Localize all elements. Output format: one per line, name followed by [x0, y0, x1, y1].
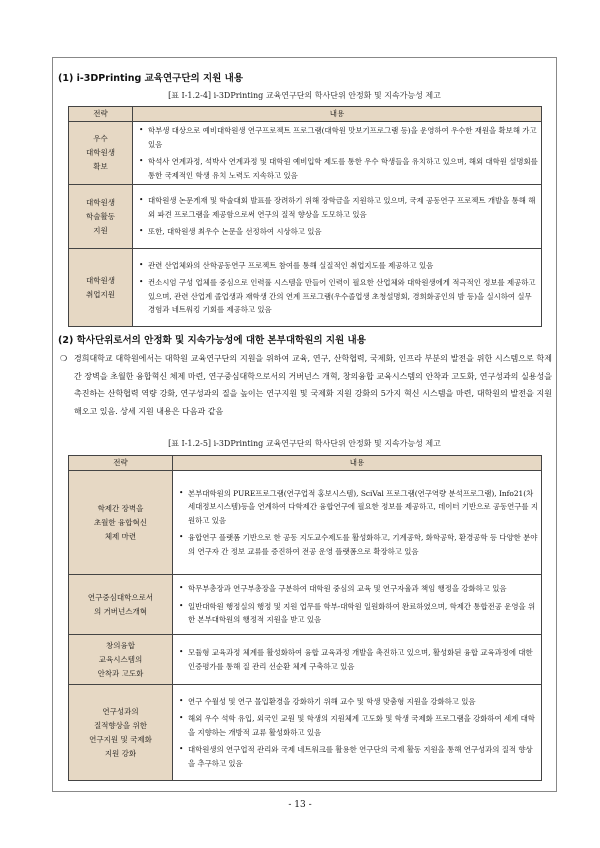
section2-paragraph-block	[62, 350, 552, 420]
section2-title: (2) 학사단위로서의 안정화 및 지속가능성에 대한 본부대학원의 지원 내용	[58, 335, 366, 346]
table1-row2-strategy: 대학원생 학술활동 지원	[69, 185, 133, 249]
list-item: • 컨소시엄 구성 업체를 중심으로 인력풀 시스템을 만들어 인력이 필요한 산업체와 대학원생에게 적극적인 정보를 제공하고 있으며, 관련 산업계 졸업생과 재학생 간의 연계 프로그램(우수졸업생 초청설명회, 경희화공인의 밤 등)을 실시하여 실무 경험과 네트워킹 기회를 제공하고 있음	[148, 274, 538, 319]
list-item: • 해외 우수 석학 유입, 외국인 교원 및 학생의 지원체계 고도화 및 학생 국제화 프로그램을 강화하여 세계 대학을 지향하는 개방적 교류 활성화하고 있음	[188, 710, 538, 741]
list-item: • 대학원생 논문게재 및 학술대회 발표를 장려하기 위해 장학금을 지원하고 있으며, 국제 공동연구 프로젝트 개발을 통해 해외 파견 프로그램을 제공함으로써 연구의 질적 향상을 도모하고 있음	[148, 192, 538, 223]
table1-header-row	[69, 107, 542, 122]
table-row	[69, 185, 542, 249]
table-row	[69, 122, 542, 185]
table2-row2-strategy: 연구중심대학으로서 의 거버넌스개혁	[69, 575, 173, 635]
table-row	[69, 471, 542, 575]
table1-header-content: 내용	[133, 107, 542, 122]
list-item: • 관련 산업체와의 산학공동연구 프로젝트 참여를 통해 실질적인 취업지도를 제공하고 있음	[148, 257, 538, 275]
table2-row1-content	[173, 471, 542, 575]
table1-row1-strategy: 우수 대학원생 확보	[69, 122, 133, 185]
list-item: • 모듈형 교육과정 체계를 활성화하여 융합 교육과정 개발을 촉진하고 있으며, 활성화된 융합 교육과정에 대한 인증평가를 통해 질 관리 선순환 체계 구축하고 있음	[188, 644, 538, 675]
list-item: • 연구 수월성 및 연구 몰입환경을 강화하기 위해 교수 및 학생 맞춤형 지원을 강화하고 있음	[188, 693, 538, 711]
list-item: • 학석사 연계과정, 석박사 연계과정 및 대학원 예비입학 제도를 통한 우수 학생들을 유치하고 있으며, 해외 대학원 설명회를 통한 국제적인 학생 유치 노력도 지속하고 있음	[148, 153, 538, 184]
page-number: - 13 -	[288, 800, 312, 810]
list-item: • 대학원생의 연구업적 관리와 국제 네트워크를 활용한 연구단의 국제 활동 지원을 통해 연구성과의 질적 향상을 추구하고 있음	[188, 741, 538, 772]
list-item: • 학무부총장과 연구부총장을 구분하여 대학원 중심의 교육 및 연구자율과 책임 행정을 강화하고 있음	[188, 580, 538, 598]
section1-title: (1) i-3DPrinting 교육연구단의 지원 내용	[58, 73, 244, 84]
hollow-bullet-icon: ❍	[60, 354, 68, 363]
table-row	[69, 635, 542, 685]
table2-row3-strategy: 창의융합 교육시스템의 안착과 고도화	[69, 635, 173, 685]
table2-header-row	[69, 456, 542, 471]
table-row	[69, 575, 542, 635]
list-item: • 본부대학원의 PURE프로그램(연구업적 홍보시스템), SciVal 프로그램(연구역량 분석프로그램), Info21(차세대정보시스템)등을 연계하여 다학제간 융합연구에 필요한 정보를 제공하고, 데이터 기반으로 공동연구를 지원하고 있음	[188, 485, 538, 530]
list-item: • 융합연구 플랫폼 기반으로 한 공동 지도교수제도를 활성화하고, 기계공학, 화학공학, 환경공학 등 다양한 분야의 연구자 간 정보 교류를 증진하여 전공 운영 플랫폼으로 확장하고 있음	[188, 529, 538, 560]
section2-paragraph: 경희대학교 대학원에서는 대학원 교육연구단의 지원을 위하여 교육, 연구, 산학협력, 국제화, 인프라 부분의 발전을 위한 시스템으로 학제 간 장벽을 초월한 융합혁신 체제 마련, 연구중심대학으로서의 거버넌스 개혁, 창의융합 교육시스템의 안착과 고도화, 연구성과의 실용성을 촉진하는 산학협력 역량 강화, 연구성과의 질을 높이는 연구지원 및 국제화 지원 강화의 5가지 혁신 시스템을 마련, 대학원의 발전을 지원해오고 있음. 상세 지원 내용은 다음과 같음	[74, 354, 552, 416]
table2-row3-content	[173, 635, 542, 685]
table2-row4-content	[173, 685, 542, 781]
table2-row4-strategy: 연구성과의 질적향상을 위한 연구지원 및 국제화 지원 강화	[69, 685, 173, 781]
table-row	[69, 685, 542, 781]
table1-row3-strategy: 대학원생 취업지원	[69, 249, 133, 327]
table1	[68, 106, 542, 327]
list-item: • 학부생 대상으로 예비대학원생 연구프로젝트 프로그램(대학원 맛보기프로그램 등)을 운영하여 우수한 재원을 확보해 가고 있음	[148, 122, 538, 153]
list-item: • 또한, 대학원생 최우수 논문을 선정하여 시상하고 있음	[148, 223, 538, 241]
table1-row3-content	[133, 249, 542, 327]
table2	[68, 455, 542, 781]
table2-row1-strategy: 학제간 장벽을 초월한 융합혁신 체제 마련	[69, 471, 173, 575]
table2-row2-content	[173, 575, 542, 635]
table2-header-content: 내용	[173, 456, 542, 471]
table2-caption: [표 Ⅰ-1.2-5] i-3DPrinting 교육연구단의 학사단위 안정화 및 지속가능성 제고	[168, 439, 441, 448]
table1-caption: [표 Ⅰ-1.2-4] i-3DPrinting 교육연구단의 학사단위 안정화 및 지속가능성 제고	[168, 91, 441, 100]
table2-header-strategy: 전략	[69, 456, 173, 471]
table-row	[69, 249, 542, 327]
table1-row2-content	[133, 185, 542, 249]
table1-header-strategy: 전략	[69, 107, 133, 122]
list-item: • 일반대학원 행정실의 행정 및 지원 업무를 학부-대학원 일원화하여 완료하였으며, 학제간 통합전공 운영을 위한 본부대학원의 행정적 지원을 받고 있음	[188, 598, 538, 629]
table1-row1-content	[133, 122, 542, 185]
